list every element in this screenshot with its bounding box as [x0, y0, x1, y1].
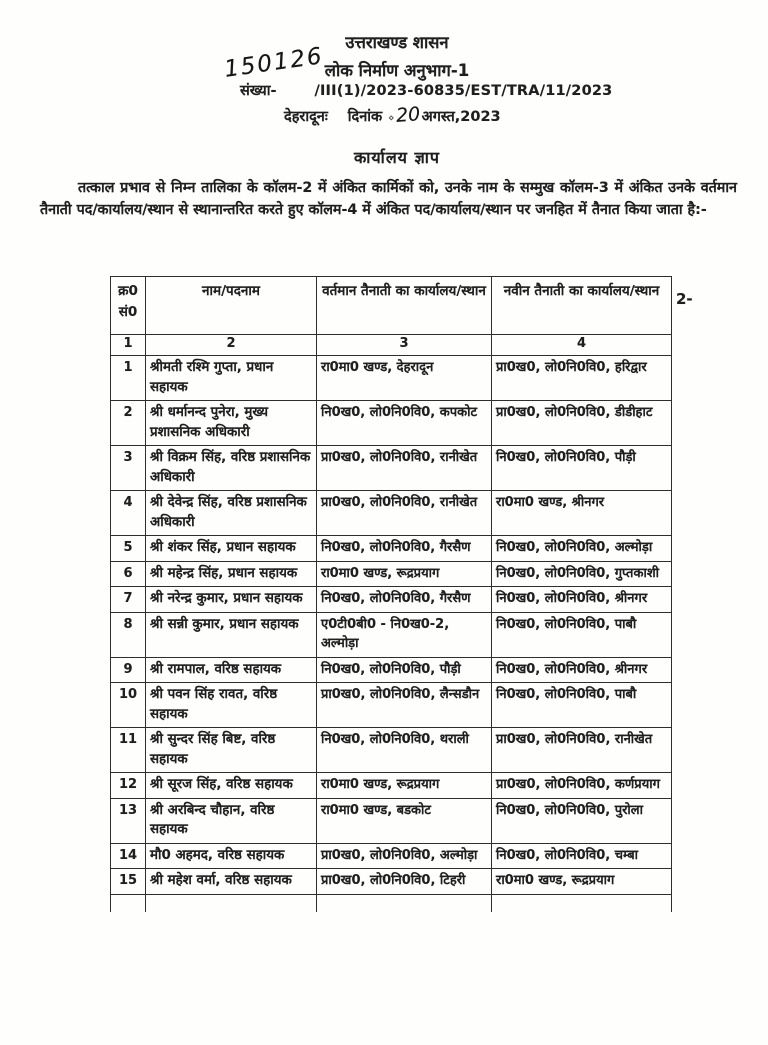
- new-posting-cell: नि0ख0, लो0नि0वि0, गुप्तकाशी: [492, 561, 672, 587]
- current-posting-cell: नि0ख0, लो0नि0वि0, कपकोट: [317, 401, 492, 446]
- current-posting-cell: प्रा0ख0, लो0नि0वि0, अल्मोड़ा: [317, 843, 492, 869]
- order-paragraph: तत्काल प्रभाव से निम्न तालिका के कॉलम-2 में अंकित कार्मिकों को, उनके नाम के सम्मुख कॉलम-3 में अंकित उनके वर्तमान तैनाती पद/कार्यालय/स्थान से स्थानान्तरित करते हुए कॉलम-4 में अंकित पद/कार्यालय/स्थान पर जनहित में तैनात किया जाता है:-: [40, 180, 737, 218]
- name-designation-cell: श्री अरबिन्द चौहान, वरिष्ठ सहायक: [146, 798, 317, 843]
- current-posting-cell: प्रा0ख0, लो0नि0वि0, टिहरी: [317, 869, 492, 895]
- column-header: वर्तमान तैनाती का कार्यालय/स्थान: [317, 277, 492, 335]
- table-row: [111, 491, 672, 536]
- table-row: [111, 561, 672, 587]
- new-posting-cell: नि0ख0, लो0नि0वि0, श्रीनगर: [492, 587, 672, 613]
- transfer-table-head: [111, 277, 672, 335]
- handwritten-date-day: 20: [395, 103, 422, 127]
- number-label: संख्या-: [240, 83, 277, 99]
- current-posting-cell: नि0ख0, लो0नि0वि0, गैरसैण: [317, 536, 492, 562]
- current-posting-cell: नि0ख0, लो0नि0वि0, गैरसैण: [317, 587, 492, 613]
- transfer-table-wrap: [110, 276, 672, 912]
- name-designation-cell: श्री विक्रम सिंह, वरिष्ठ प्रशासनिक अधिकारी: [146, 446, 317, 491]
- empty-cell: [146, 894, 317, 912]
- serial-number-cell: 15: [111, 869, 146, 895]
- table-row: [111, 612, 672, 657]
- empty-cell: [317, 894, 492, 912]
- name-designation-cell: श्री पवन सिंह रावत, वरिष्ठ सहायक: [146, 683, 317, 728]
- serial-number-cell: 1: [111, 356, 146, 401]
- serial-number-cell: 8: [111, 612, 146, 657]
- serial-number-cell: 9: [111, 657, 146, 683]
- partial-next-row: [111, 894, 672, 912]
- place-name: देहरादूनः: [284, 109, 328, 125]
- column-number-cell: 4: [492, 335, 672, 356]
- name-designation-cell: श्री शंकर सिंह, प्रधान सहायक: [146, 536, 317, 562]
- current-posting-cell: रा0मा0 खण्ड, देहरादून: [317, 356, 492, 401]
- new-posting-cell: नि0ख0, लो0नि0वि0, पौड़ी: [492, 446, 672, 491]
- new-posting-cell: नि0ख0, लो0नि0वि0, पुरोला: [492, 798, 672, 843]
- name-designation-cell: श्री महेश वर्मा, वरिष्ठ सहायक: [146, 869, 317, 895]
- table-row: [111, 356, 672, 401]
- table-row: [111, 869, 672, 895]
- reference-line: [240, 80, 612, 100]
- name-designation-cell: श्री धर्मानन्द पुनेरा, मुख्य प्रशासनिक अधिकारी: [146, 401, 317, 446]
- new-posting-cell: प्रा0ख0, लो0नि0वि0, कर्णप्रयाग: [492, 773, 672, 799]
- new-posting-cell: रा0मा0 खण्ड, रूद्रप्रयाग: [492, 869, 672, 895]
- table-row: [111, 536, 672, 562]
- name-designation-cell: श्री सुन्दर सिंह बिष्ट, वरिष्ठ सहायक: [146, 728, 317, 773]
- table-row: [111, 401, 672, 446]
- serial-number-cell: 12: [111, 773, 146, 799]
- new-posting-cell: नि0ख0, लो0नि0वि0, चम्बा: [492, 843, 672, 869]
- table-row: [111, 446, 672, 491]
- table-row: [111, 843, 672, 869]
- new-posting-cell: नि0ख0, लो0नि0वि0, श्रीनगर: [492, 657, 672, 683]
- handwritten-diary-number: 150126: [222, 43, 326, 83]
- new-posting-cell: नि0ख0, लो0नि0वि0, अल्मोड़ा: [492, 536, 672, 562]
- column-header: क्र0 सं0: [111, 277, 146, 335]
- serial-number-cell: 11: [111, 728, 146, 773]
- serial-number-cell: 6: [111, 561, 146, 587]
- new-posting-cell: प्रा0ख0, लो0नि0वि0, हरिद्वार: [492, 356, 672, 401]
- transfer-table: [110, 276, 672, 912]
- date-month-year: अगस्त,2023: [421, 109, 501, 125]
- serial-number-cell: 3: [111, 446, 146, 491]
- current-posting-cell: प्रा0ख0, लो0नि0वि0, लैन्सडौन: [317, 683, 492, 728]
- column-header: नाम/पदनाम: [146, 277, 317, 335]
- name-designation-cell: मौ0 अहमद, वरिष्ठ सहायक: [146, 843, 317, 869]
- new-posting-cell: रा0मा0 खण्ड, श्रीनगर: [492, 491, 672, 536]
- name-designation-cell: श्री सन्नी कुमार, प्रधान सहायक: [146, 612, 317, 657]
- name-designation-cell: श्रीमती रश्मि गुप्ता, प्रधान सहायक: [146, 356, 317, 401]
- serial-number-cell: 14: [111, 843, 146, 869]
- department-section-line: लोक निर्माण अनुभाग-1: [324, 61, 470, 80]
- column-number-cell: 1: [111, 335, 146, 356]
- name-designation-cell: श्री देवेन्द्र सिंह, वरिष्ठ प्रशासनिक अधिकारी: [146, 491, 317, 536]
- date-label: दिनांक: [347, 109, 383, 125]
- new-posting-cell: नि0ख0, लो0नि0वि0, पाबौ: [492, 683, 672, 728]
- current-posting-cell: प्रा0ख0, लो0नि0वि0, रानीखेत: [317, 446, 492, 491]
- current-posting-cell: ए0टी0बी0 - नि0ख0-2, अल्मोड़ा: [317, 612, 492, 657]
- memo-title: कार्यालय ज्ञाप: [353, 148, 441, 167]
- table-row: [111, 683, 672, 728]
- current-posting-cell: नि0ख0, लो0नि0वि0, पौड़ी: [317, 657, 492, 683]
- name-designation-cell: श्री रामपाल, वरिष्ठ सहायक: [146, 657, 317, 683]
- name-designation-cell: श्री नरेन्द्र कुमार, प्रधान सहायक: [146, 587, 317, 613]
- name-designation-cell: श्री सूरज सिंह, वरिष्ठ सहायक: [146, 773, 317, 799]
- serial-number-cell: 4: [111, 491, 146, 536]
- table-row: [111, 657, 672, 683]
- name-designation-cell: श्री महेन्द्र सिंह, प्रधान सहायक: [146, 561, 317, 587]
- serial-number-cell: 2: [111, 401, 146, 446]
- current-posting-cell: प्रा0ख0, लो0नि0वि0, रानीखेत: [317, 491, 492, 536]
- table-row: [111, 587, 672, 613]
- stray-scan-mark: ⋄: [388, 113, 395, 124]
- column-number-cell: 2: [146, 335, 317, 356]
- serial-number-cell: 5: [111, 536, 146, 562]
- empty-cell: [492, 894, 672, 912]
- column-number-row: [111, 335, 672, 356]
- next-page-marker: 2-: [676, 290, 693, 308]
- current-posting-cell: रा0मा0 खण्ड, बडकोट: [317, 798, 492, 843]
- table-header-row: [111, 277, 672, 335]
- table-row: [111, 728, 672, 773]
- date-line: [284, 104, 501, 126]
- serial-number-cell: 10: [111, 683, 146, 728]
- serial-number-cell: 7: [111, 587, 146, 613]
- current-posting-cell: नि0ख0, लो0नि0वि0, थराली: [317, 728, 492, 773]
- table-row: [111, 798, 672, 843]
- column-number-cell: 3: [317, 335, 492, 356]
- column-header: नवीन तैनाती का कार्यालय/स्थान: [492, 277, 672, 335]
- current-posting-cell: रा0मा0 खण्ड, रूद्रप्रयाग: [317, 773, 492, 799]
- empty-cell: [111, 894, 146, 912]
- transfer-table-body: [111, 335, 672, 912]
- table-row: [111, 773, 672, 799]
- new-posting-cell: प्रा0ख0, लो0नि0वि0, रानीखेत: [492, 728, 672, 773]
- reference-number: /III(1)/2023-60835/EST/TRA/11/2023: [314, 83, 613, 99]
- new-posting-cell: नि0ख0, लो0नि0वि0, पाबौ: [492, 612, 672, 657]
- new-posting-cell: प्रा0ख0, लो0नि0वि0, डीडीहाट: [492, 401, 672, 446]
- government-name: उत्तराखण्ड शासन: [345, 33, 449, 52]
- serial-number-cell: 13: [111, 798, 146, 843]
- current-posting-cell: रा0मा0 खण्ड, रूद्रप्रयाग: [317, 561, 492, 587]
